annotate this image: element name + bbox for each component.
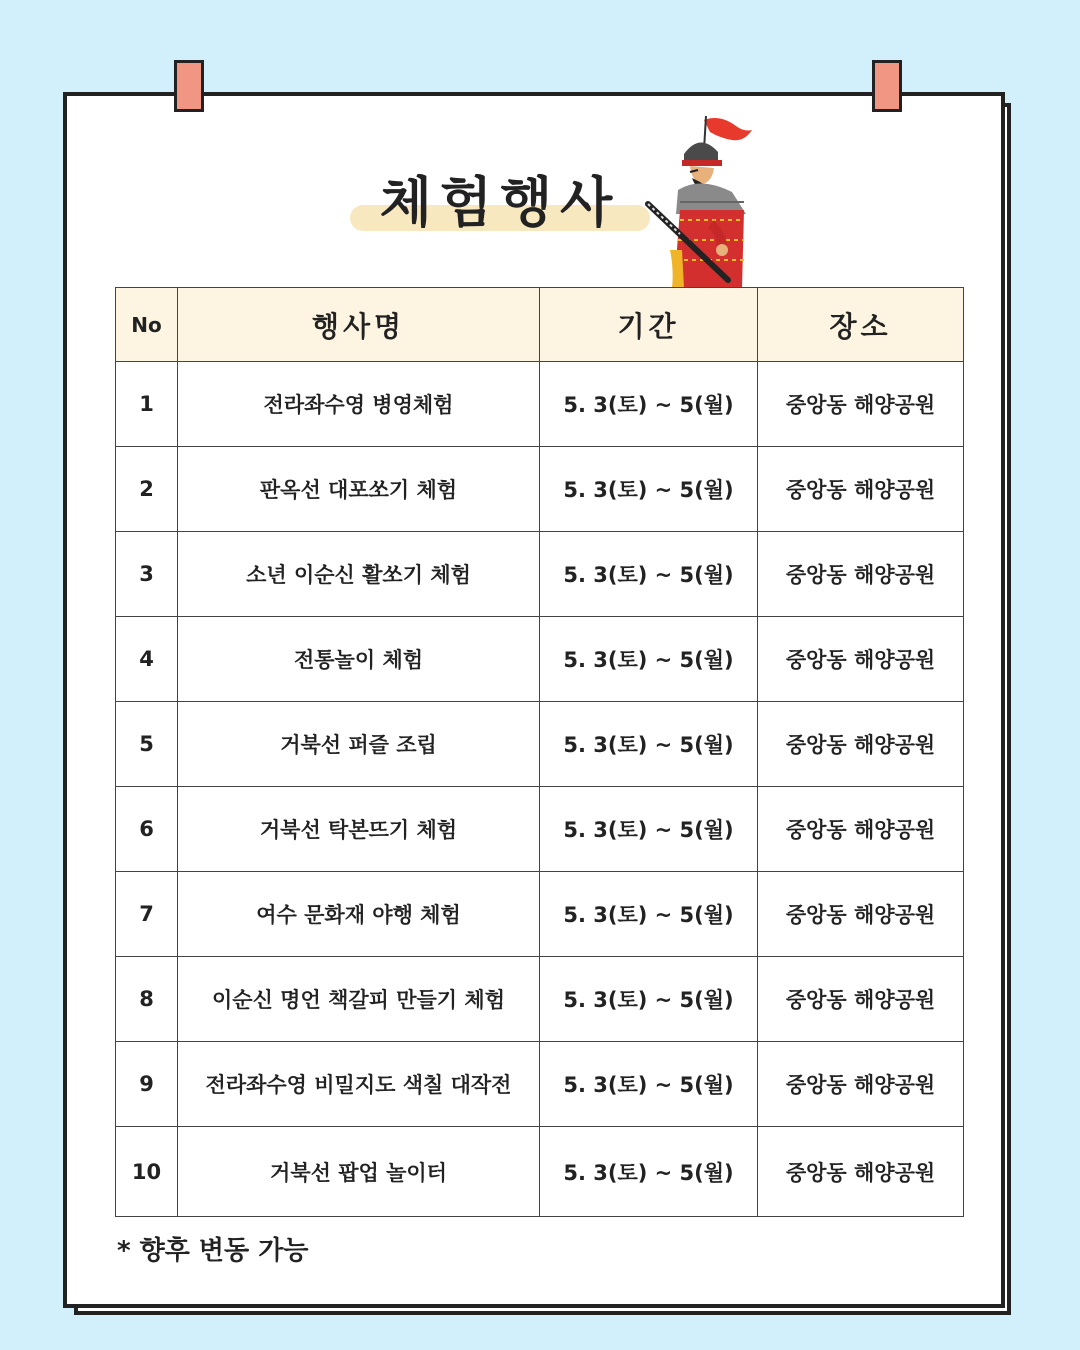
cell-period: 5. 3(토) ~ 5(월) [540, 1042, 758, 1127]
pin-tab-right [872, 60, 902, 112]
change-notice: * 향후 변동 가능 [117, 1236, 309, 1266]
table-row [116, 617, 964, 702]
cell-place: 중앙동 해양공원 [758, 957, 964, 1042]
table-row [116, 702, 964, 787]
cell-name: 여수 문화재 야행 체험 [178, 872, 540, 957]
table-header-row [116, 288, 964, 362]
title-area [350, 168, 670, 238]
cell-place: 중앙동 해양공원 [758, 1042, 964, 1127]
page-title: 체험행사 [379, 171, 621, 234]
cell-name: 전라좌수영 병영체험 [178, 362, 540, 447]
cell-place: 중앙동 해양공원 [758, 532, 964, 617]
cell-no: 1 [116, 362, 178, 447]
cell-no: 9 [116, 1042, 178, 1127]
table-row [116, 447, 964, 532]
table-row [116, 362, 964, 447]
pin-tab-left [174, 60, 204, 112]
header-period: 기간 [540, 288, 758, 362]
cell-no: 10 [116, 1127, 178, 1217]
cell-place: 중앙동 해양공원 [758, 617, 964, 702]
cell-name: 이순신 명언 책갈피 만들기 체험 [178, 957, 540, 1042]
cell-period: 5. 3(토) ~ 5(월) [540, 1127, 758, 1217]
cell-name: 전라좌수영 비밀지도 색칠 대작전 [178, 1042, 540, 1127]
table-row [116, 532, 964, 617]
cell-period: 5. 3(토) ~ 5(월) [540, 362, 758, 447]
events-table [115, 287, 964, 1217]
cell-name: 거북선 팝업 놀이터 [178, 1127, 540, 1217]
header-no: No [116, 288, 178, 362]
table-row [116, 1042, 964, 1127]
cell-name: 판옥선 대포쏘기 체험 [178, 447, 540, 532]
cell-period: 5. 3(토) ~ 5(월) [540, 617, 758, 702]
cell-no: 3 [116, 532, 178, 617]
cell-name: 거북선 탁본뜨기 체험 [178, 787, 540, 872]
cell-period: 5. 3(토) ~ 5(월) [540, 447, 758, 532]
cell-period: 5. 3(토) ~ 5(월) [540, 532, 758, 617]
cell-period: 5. 3(토) ~ 5(월) [540, 787, 758, 872]
cell-period: 5. 3(토) ~ 5(월) [540, 957, 758, 1042]
table-row [116, 1127, 964, 1217]
cell-period: 5. 3(토) ~ 5(월) [540, 872, 758, 957]
cell-name: 소년 이순신 활쏘기 체험 [178, 532, 540, 617]
table-row [116, 787, 964, 872]
cell-name: 전통놀이 체험 [178, 617, 540, 702]
cell-no: 2 [116, 447, 178, 532]
cell-place: 중앙동 해양공원 [758, 872, 964, 957]
header-name: 행사명 [178, 288, 540, 362]
table-row [116, 872, 964, 957]
cell-place: 중앙동 해양공원 [758, 362, 964, 447]
cell-period: 5. 3(토) ~ 5(월) [540, 702, 758, 787]
cell-name: 거북선 퍼즐 조립 [178, 702, 540, 787]
cell-no: 7 [116, 872, 178, 957]
cell-no: 5 [116, 702, 178, 787]
cell-place: 중앙동 해양공원 [758, 1127, 964, 1217]
header-place: 장소 [758, 288, 964, 362]
general-icon [640, 110, 760, 288]
cell-no: 4 [116, 617, 178, 702]
cell-no: 6 [116, 787, 178, 872]
cell-place: 중앙동 해양공원 [758, 447, 964, 532]
cell-place: 중앙동 해양공원 [758, 787, 964, 872]
cell-no: 8 [116, 957, 178, 1042]
cell-place: 중앙동 해양공원 [758, 702, 964, 787]
table-row [116, 957, 964, 1042]
